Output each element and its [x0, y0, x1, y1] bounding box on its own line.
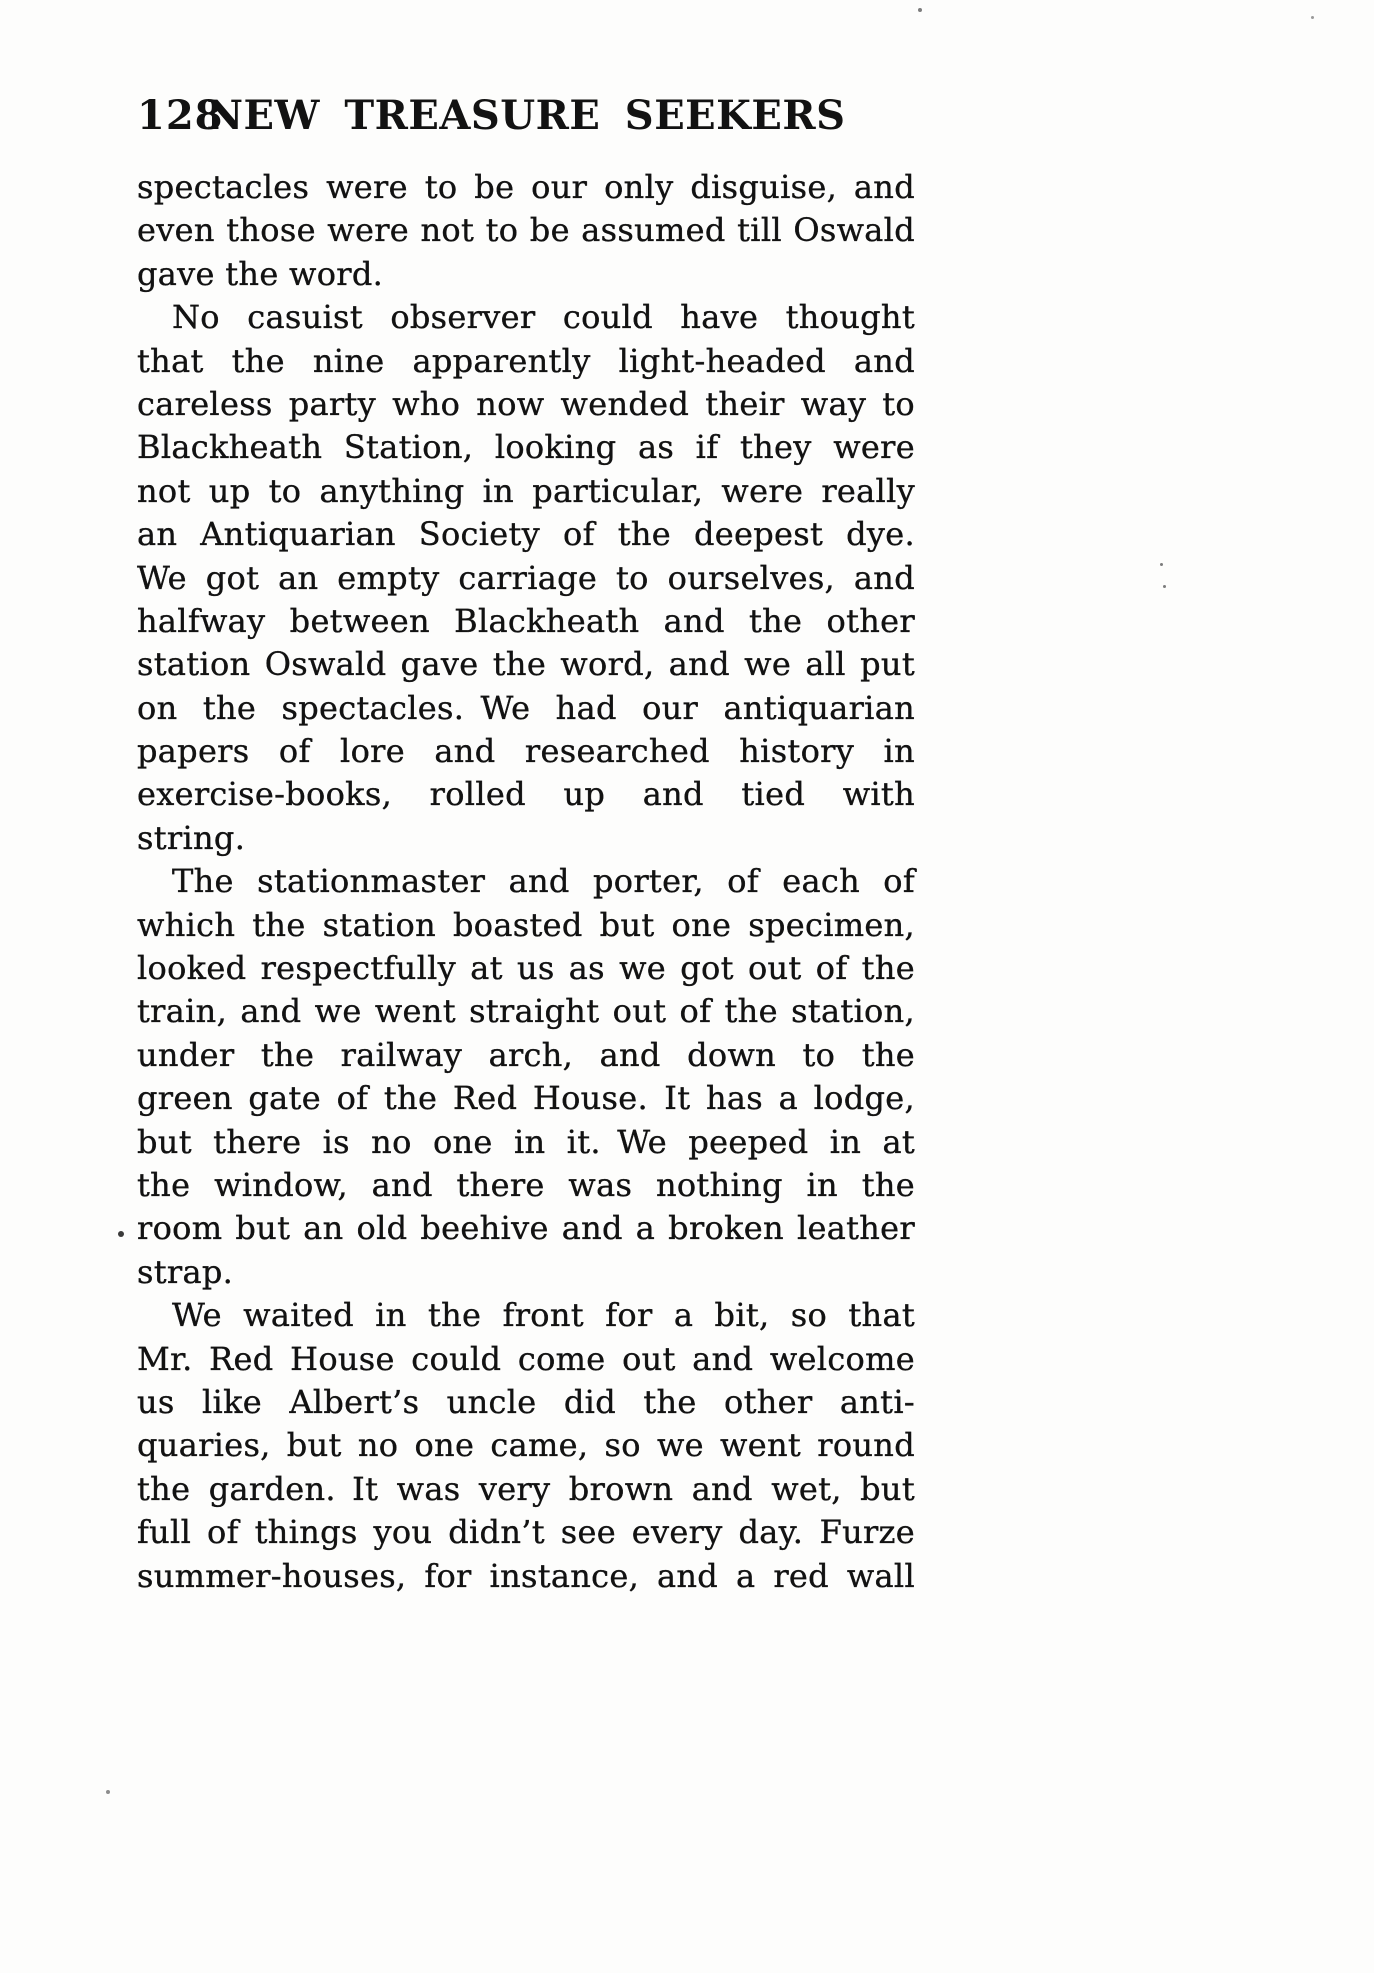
scan-speck [918, 8, 922, 12]
text-line: spectacles were to be our only disguise, and [137, 168, 915, 206]
text-line: the window, and there was nothing in the [137, 1165, 915, 1204]
text-line: station Oswald gave the word, and we all put [137, 645, 915, 684]
text-line: string. [137, 818, 246, 857]
text-line: halfway between Blackheath and the other [137, 601, 915, 640]
text-line: papers of lore and researched history in [137, 732, 915, 771]
text-line: Blackheath Station, looking as if they were [137, 428, 915, 467]
text-line: full of things you didn’t see every day. Furze [137, 1513, 915, 1552]
text-line: We got an empty carriage to ourselves, and [137, 558, 915, 597]
text-line: us like Albert’s uncle did the other anti- [137, 1382, 915, 1421]
paragraph [137, 860, 915, 1294]
text-line: that the nine apparently light-headed and [137, 341, 915, 380]
text-line: an Antiquarian Society of the deepest dye. [137, 515, 915, 554]
text-line: strap. [137, 1252, 234, 1291]
text-line: not up to anything in particular, were really [137, 471, 915, 510]
scan-speck [1160, 563, 1163, 566]
text-line: careless party who now wended their way to [137, 384, 915, 423]
scan-speck [118, 1231, 124, 1237]
paragraph [137, 166, 915, 296]
text-line: exercise-books, rolled up and tied with [137, 775, 915, 814]
text-line: Mr. Red House could come out and welcome [137, 1339, 915, 1378]
text-line: The stationmaster and porter, of each of [172, 862, 915, 901]
text-line: on the spectacles. We had our antiquarian [137, 688, 915, 727]
paragraph [137, 1294, 915, 1598]
text-line: room but an old beehive and a broken leather [137, 1209, 915, 1248]
text-line: summer-houses, for instance, and a red wall [137, 1556, 915, 1595]
page-number: 128 [137, 92, 224, 139]
text-line: gave the word. [137, 254, 384, 293]
text-line: We waited in the front for a bit, so that [172, 1296, 915, 1335]
text-line: quaries, but no one came, so we went round [137, 1426, 915, 1465]
body-text [137, 166, 915, 1598]
running-title: NEW TREASURE SEEKERS [206, 92, 846, 139]
page-header [137, 90, 915, 138]
text-line: under the railway arch, and down to the [137, 1035, 915, 1074]
scan-speck [106, 1790, 110, 1794]
text-line: No casuist observer could have thought [172, 298, 915, 337]
text-line: looked respectfully at us as we got out of the [137, 949, 915, 988]
text-line: but there is no one in it. We peeped in at [137, 1122, 915, 1161]
text-line: green gate of the Red House. It has a lodge, [137, 1079, 915, 1118]
text-line: even those were not to be assumed till Oswald [137, 211, 915, 250]
paragraph [137, 296, 915, 860]
text-line: train, and we went straight out of the station, [137, 992, 915, 1031]
text-line: the garden. It was very brown and wet, but [137, 1469, 915, 1508]
text-line: which the station boasted but one specimen, [137, 905, 915, 944]
scan-speck [1311, 16, 1314, 19]
scan-speck [1163, 585, 1166, 588]
